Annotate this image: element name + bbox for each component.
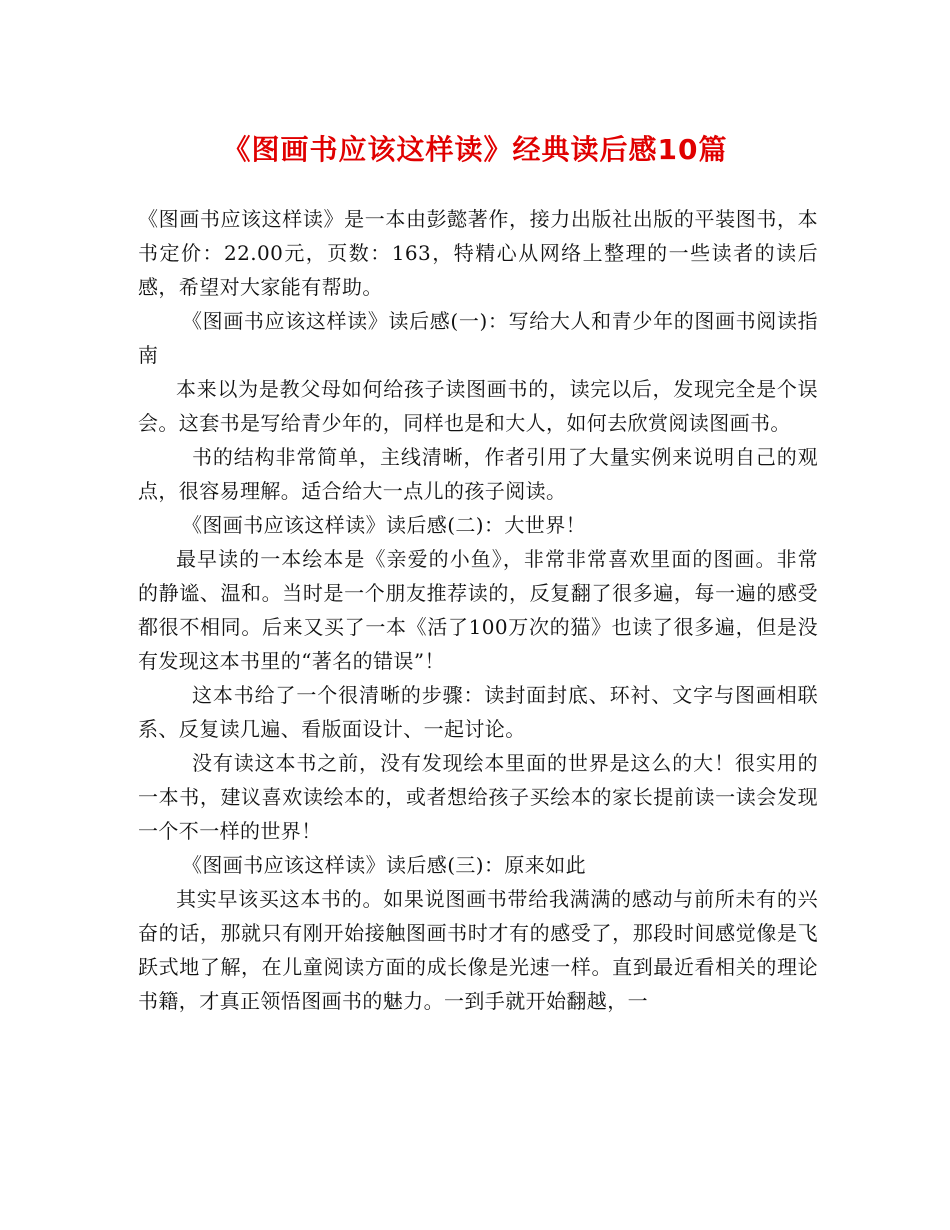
intro-paragraph: 《图画书应该这样读》是一本由彭懿著作，接力出版社出版的平装图书，本书定价：22.00元，页数：163，特精心从网络上整理的一些读者的读后感，希望对大家能有帮助。 xyxy=(138,207,818,299)
document-title: 《图画书应该这样读》经典读后感10篇 xyxy=(222,133,728,166)
body-paragraph: 其实早该买这本书的。如果说图画书带给我满满的感动与前所未有的兴奋的话，那就只有刚开始接触图画书时才有的感受了，那段时间感觉像是飞跃式地了解，在儿童阅读方面的成长像是光速一样。直到最近看相关的理论书籍，才真正领悟图画书的魅力。一到手就开始翻越，一 xyxy=(138,887,818,1013)
section-heading-2: 《图画书应该这样读》读后感(二)：大世界！ xyxy=(182,513,587,537)
body-paragraph: 最早读的一本绘本是《亲爱的小鱼》，非常非常喜欢里面的图画。非常的静谧、温和。当时是一个朋友推荐读的，反复翻了很多遍，每一遍的感受都很不相同。后来又买了一本《活了100万次的猫》也读了很多遍，但是没有发现这本书里的“著名的错误”！ xyxy=(138,547,818,673)
body-paragraph: 没有读这本书之前，没有发现绘本里面的世界是这么的大！很实用的一本书，建议喜欢读绘本的，或者想给孩子买绘本的家长提前读一读会发现一个不一样的世界！ xyxy=(138,751,818,843)
body-paragraph: 书的结构非常简单，主线清晰，作者引用了大量实例来说明自己的观点，很容易理解。适合给大一点儿的孩子阅读。 xyxy=(138,445,818,503)
document-body xyxy=(138,202,818,1018)
section-heading-3: 《图画书应该这样读》读后感(三)：原来如此 xyxy=(182,853,587,877)
body-paragraph: 本来以为是教父母如何给孩子读图画书的，读完以后，发现完全是个误会。这套书是写给青少年的，同样也是和大人，如何去欣赏阅读图画书。 xyxy=(138,377,818,435)
section-heading-1: 《图画书应该这样读》读后感(一)：写给大人和青少年的图画书阅读指南 xyxy=(138,309,818,367)
body-paragraph: 这本书给了一个很清晰的步骤：读封面封底、环衬、文字与图画相联系、反复读几遍、看版面设计、一起讨论。 xyxy=(138,683,818,741)
